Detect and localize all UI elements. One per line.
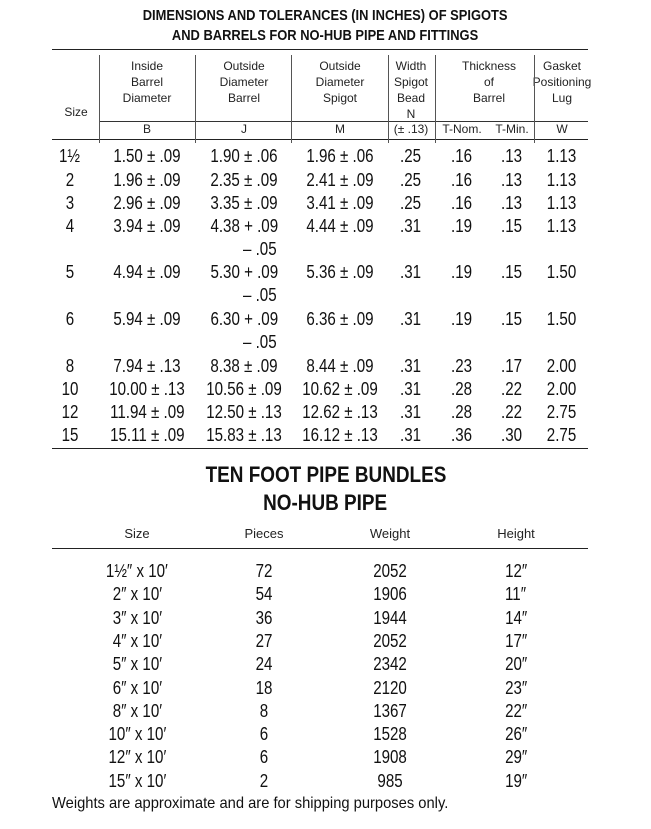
bundles-cell-size: 10″ x 10′ [108,724,166,745]
subheader-j: J [241,122,247,136]
bundles-cell-height: 14″ [504,607,528,628]
dimensions-cell-size: 4 [65,216,75,236]
bundles-cell-pieces: 24 [255,654,273,675]
bundles-cell-height: 26″ [504,724,528,745]
bundles-cell-weight: 1367 [373,700,407,721]
dimensions-cell-b: 4.94 ± .09 [113,262,181,282]
bundles-cell-weight: 2052 [373,561,407,581]
dimensions-cell-t-nom: .28 [451,379,473,399]
dimensions-cell-t-min: .13 [501,193,523,213]
dimensions-cell-t-nom: .16 [451,170,473,190]
dimensions-cell-j: 4.38 + .09 [210,216,278,236]
dimensions-title-line2: AND BARRELS FOR NO-HUB PIPE AND FITTINGS [172,27,479,44]
bundles-cell-weight: 2342 [373,654,407,675]
dimensions-cell-size: 8 [65,356,75,376]
bundles-cell-pieces: 72 [255,561,273,581]
bundles-cell-pieces: 8 [259,700,269,721]
dimensions-cell-m: 5.36 ± .09 [306,262,374,282]
bundles-cell-pieces: 18 [255,677,273,698]
dimensions-cell-t-min: .22 [501,402,523,422]
header-inside-barrel-diameter: Inside Barrel Diameter [122,59,172,105]
dimensions-cell-b: 1.50 ± .09 [113,146,181,166]
dimensions-cell-t-nom: .23 [451,356,473,376]
bundles-cell-height: 19″ [504,770,528,791]
dimensions-cell-size: 15 [61,425,79,445]
dimensions-cell-t-min: .15 [501,216,523,236]
column-divider [99,55,100,143]
bundles-cell-pieces: 36 [255,607,273,628]
dimensions-cell-w: 1.50 [547,262,577,282]
dimensions-cell-m: 8.44 ± .09 [306,356,374,376]
header-outside-diameter-barrel: Outside Diameter Barrel [219,59,269,105]
header-gasket-positioning-lug: Gasket Positioning Lug [532,59,592,105]
dimensions-cell-size: 6 [65,309,75,329]
dimensions-cell-j: 2.35 ± .09 [210,170,278,190]
subheader-t-min: T-Min. [495,122,529,136]
dimensions-cell-n: .31 [400,216,422,236]
dimensions-cell-m: 16.12 ± .13 [302,425,378,445]
dimensions-cell-n: .25 [400,170,422,190]
bundles-cell-size: 6″ x 10′ [112,677,162,698]
bundles-cell-height: 11″ [505,584,527,605]
dimensions-cell-b: 10.00 ± .13 [109,379,185,399]
dimensions-cell-t-nom: .19 [451,216,473,236]
dimensions-cell-w: 1.13 [547,146,577,166]
dimensions-cell-n: .31 [400,425,422,445]
dimensions-cell-j: 6.30 + .09 [210,309,278,329]
column-divider [388,55,389,143]
bundles-cell-pieces: 6 [259,724,269,745]
dimensions-cell-w: 1.13 [547,216,577,236]
dimensions-cell-n: .31 [400,402,422,422]
bundles-cell-size: 15″ x 10′ [108,770,166,791]
dimensions-cell-n: .31 [400,356,422,376]
header-width-spigot-bead: Width Spigot Bead N [393,59,429,121]
bundles-title-line2: NO-HUB PIPE [263,490,388,515]
dimensions-cell-t-min: .22 [501,379,523,399]
bundles-cell-pieces: 54 [255,584,273,605]
bundles-cell-weight: 1528 [373,724,407,745]
dimensions-cell-t-nom: .19 [451,262,473,282]
dimensions-cell-b: 11.94 ± .09 [109,402,185,422]
dimensions-cell-t-min: .15 [501,309,523,329]
dimensions-cell-m: 3.41 ± .09 [306,193,374,213]
subheader-n: (± .13) [393,122,429,136]
dimensions-cell-w: 1.13 [547,193,577,213]
bundles-header-rule [52,548,588,549]
bundles-cell-size: 1½″ x 10′ [105,561,168,581]
dimensions-cell-j-lower-tolerance: – .05 [243,239,277,259]
dimensions-cell-b: 5.94 ± .09 [113,309,181,329]
dimensions-cell-b: 1.96 ± .09 [113,170,181,190]
dimensions-cell-b: 3.94 ± .09 [113,216,181,236]
dimensions-cell-j-lower-tolerance: – .05 [243,332,277,352]
dimensions-cell-t-nom: .16 [451,146,473,166]
dimensions-cell-n: .25 [400,193,422,213]
dimensions-cell-n: .31 [400,379,422,399]
dimensions-top-rule [52,49,588,50]
footnote: Weights are approximate and are for shipping purposes only. [52,795,449,812]
bundles-cell-weight: 985 [377,770,403,791]
bundles-cell-weight: 1906 [373,584,407,605]
bundles-header-pieces: Pieces [244,526,284,541]
bundles-cell-size: 12″ x 10′ [108,747,166,768]
bundles-cell-pieces: 27 [255,630,273,651]
bundles-cell-pieces: 6 [259,747,269,768]
dimensions-cell-t-nom: .36 [451,425,473,445]
dimensions-cell-j: 3.35 ± .09 [210,193,278,213]
bundles-cell-height: 29″ [504,747,528,768]
bundles-cell-weight: 1908 [373,747,407,768]
dimensions-cell-w: 1.50 [547,309,577,329]
bundles-cell-height: 17″ [504,630,528,651]
bundles-cell-height: 23″ [504,677,528,698]
header-bottom-rule [52,139,588,140]
dimensions-cell-j: 15.83 ± .13 [206,425,282,445]
dimensions-cell-w: 2.00 [547,356,577,376]
dimensions-cell-b: 7.94 ± .13 [113,356,181,376]
bundles-cell-weight: 2120 [373,677,407,698]
bundles-header-height: Height [497,526,535,541]
bundles-cell-height: 12″ [504,561,528,581]
dimensions-cell-j: 8.38 ± .09 [210,356,278,376]
dimensions-cell-m: 2.41 ± .09 [306,170,374,190]
subheader-w: W [556,122,568,136]
bundles-cell-size: 8″ x 10′ [112,700,162,721]
dimensions-cell-m: 1.96 ± .06 [306,146,374,166]
dimensions-cell-w: 2.75 [547,402,577,422]
dimensions-cell-t-min: .13 [501,170,523,190]
bundles-cell-weight: 2052 [373,630,407,651]
dimensions-cell-t-min: .15 [501,262,523,282]
dimensions-cell-m: 6.36 ± .09 [306,309,374,329]
bundles-cell-pieces: 2 [259,770,269,791]
dimensions-cell-m: 10.62 ± .09 [302,379,378,399]
bundles-header-weight: Weight [369,526,411,541]
dimensions-cell-b: 15.11 ± .09 [109,425,185,445]
column-divider [534,55,535,143]
dimensions-cell-n: .31 [400,309,422,329]
column-divider [195,55,196,143]
dimensions-cell-t-min: .13 [501,146,523,166]
dimensions-cell-j: 1.90 ± .06 [210,146,278,166]
header-thickness-of-barrel: Thickness of Barrel [461,59,517,105]
subheader-b: B [142,122,151,136]
header-outside-diameter-spigot: Outside Diameter Spigot [315,59,365,105]
dimensions-cell-size: 5 [65,262,75,282]
subheader-t-nom: T-Nom. [442,122,482,136]
dimensions-cell-b: 2.96 ± .09 [113,193,181,213]
dimensions-cell-j: 10.56 ± .09 [206,379,282,399]
dimensions-cell-t-nom: .28 [451,402,473,422]
dimensions-cell-j: 12.50 ± .13 [206,402,282,422]
subheader-m: M [335,122,345,136]
dimensions-cell-m: 4.44 ± .09 [306,216,374,236]
bundles-cell-weight: 1944 [373,607,407,628]
dimensions-cell-t-nom: .19 [451,309,473,329]
dimensions-cell-j-lower-tolerance: – .05 [243,285,277,305]
dimensions-cell-size: 10 [61,379,79,399]
bundles-header-size: Size [124,526,150,541]
bundles-cell-height: 20″ [504,654,528,675]
dimensions-cell-w: 2.00 [547,379,577,399]
column-divider [291,55,292,143]
bundles-cell-size: 3″ x 10′ [112,607,162,628]
bundles-cell-size: 4″ x 10′ [112,630,162,651]
dimensions-cell-size: 3 [65,193,75,213]
dimensions-cell-size: 12 [61,402,79,422]
dimensions-cell-size: 1½ [59,146,81,166]
dimensions-cell-j: 5.30 + .09 [210,262,278,282]
dimensions-cell-m: 12.62 ± .13 [302,402,378,422]
dimensions-cell-n: .25 [400,146,422,166]
header-size: Size [64,105,88,119]
column-divider [435,55,436,143]
dimensions-cell-t-nom: .16 [451,193,473,213]
dimensions-cell-n: .31 [400,262,422,282]
dimensions-cell-t-min: .17 [501,356,523,376]
dimensions-cell-w: 1.13 [547,170,577,190]
dimensions-cell-w: 2.75 [547,425,577,445]
dimensions-title-line1: DIMENSIONS AND TOLERANCES (IN INCHES) OF SPIGOTS [143,7,508,24]
bundles-cell-height: 22″ [504,700,528,721]
bundles-cell-size: 5″ x 10′ [112,654,162,675]
dimensions-bottom-rule [52,448,588,449]
dimensions-cell-size: 2 [65,170,75,190]
bundles-cell-size: 2″ x 10′ [112,584,162,605]
dimensions-cell-t-min: .30 [501,425,523,445]
bundles-title-line1: TEN FOOT PIPE BUNDLES [205,462,446,487]
